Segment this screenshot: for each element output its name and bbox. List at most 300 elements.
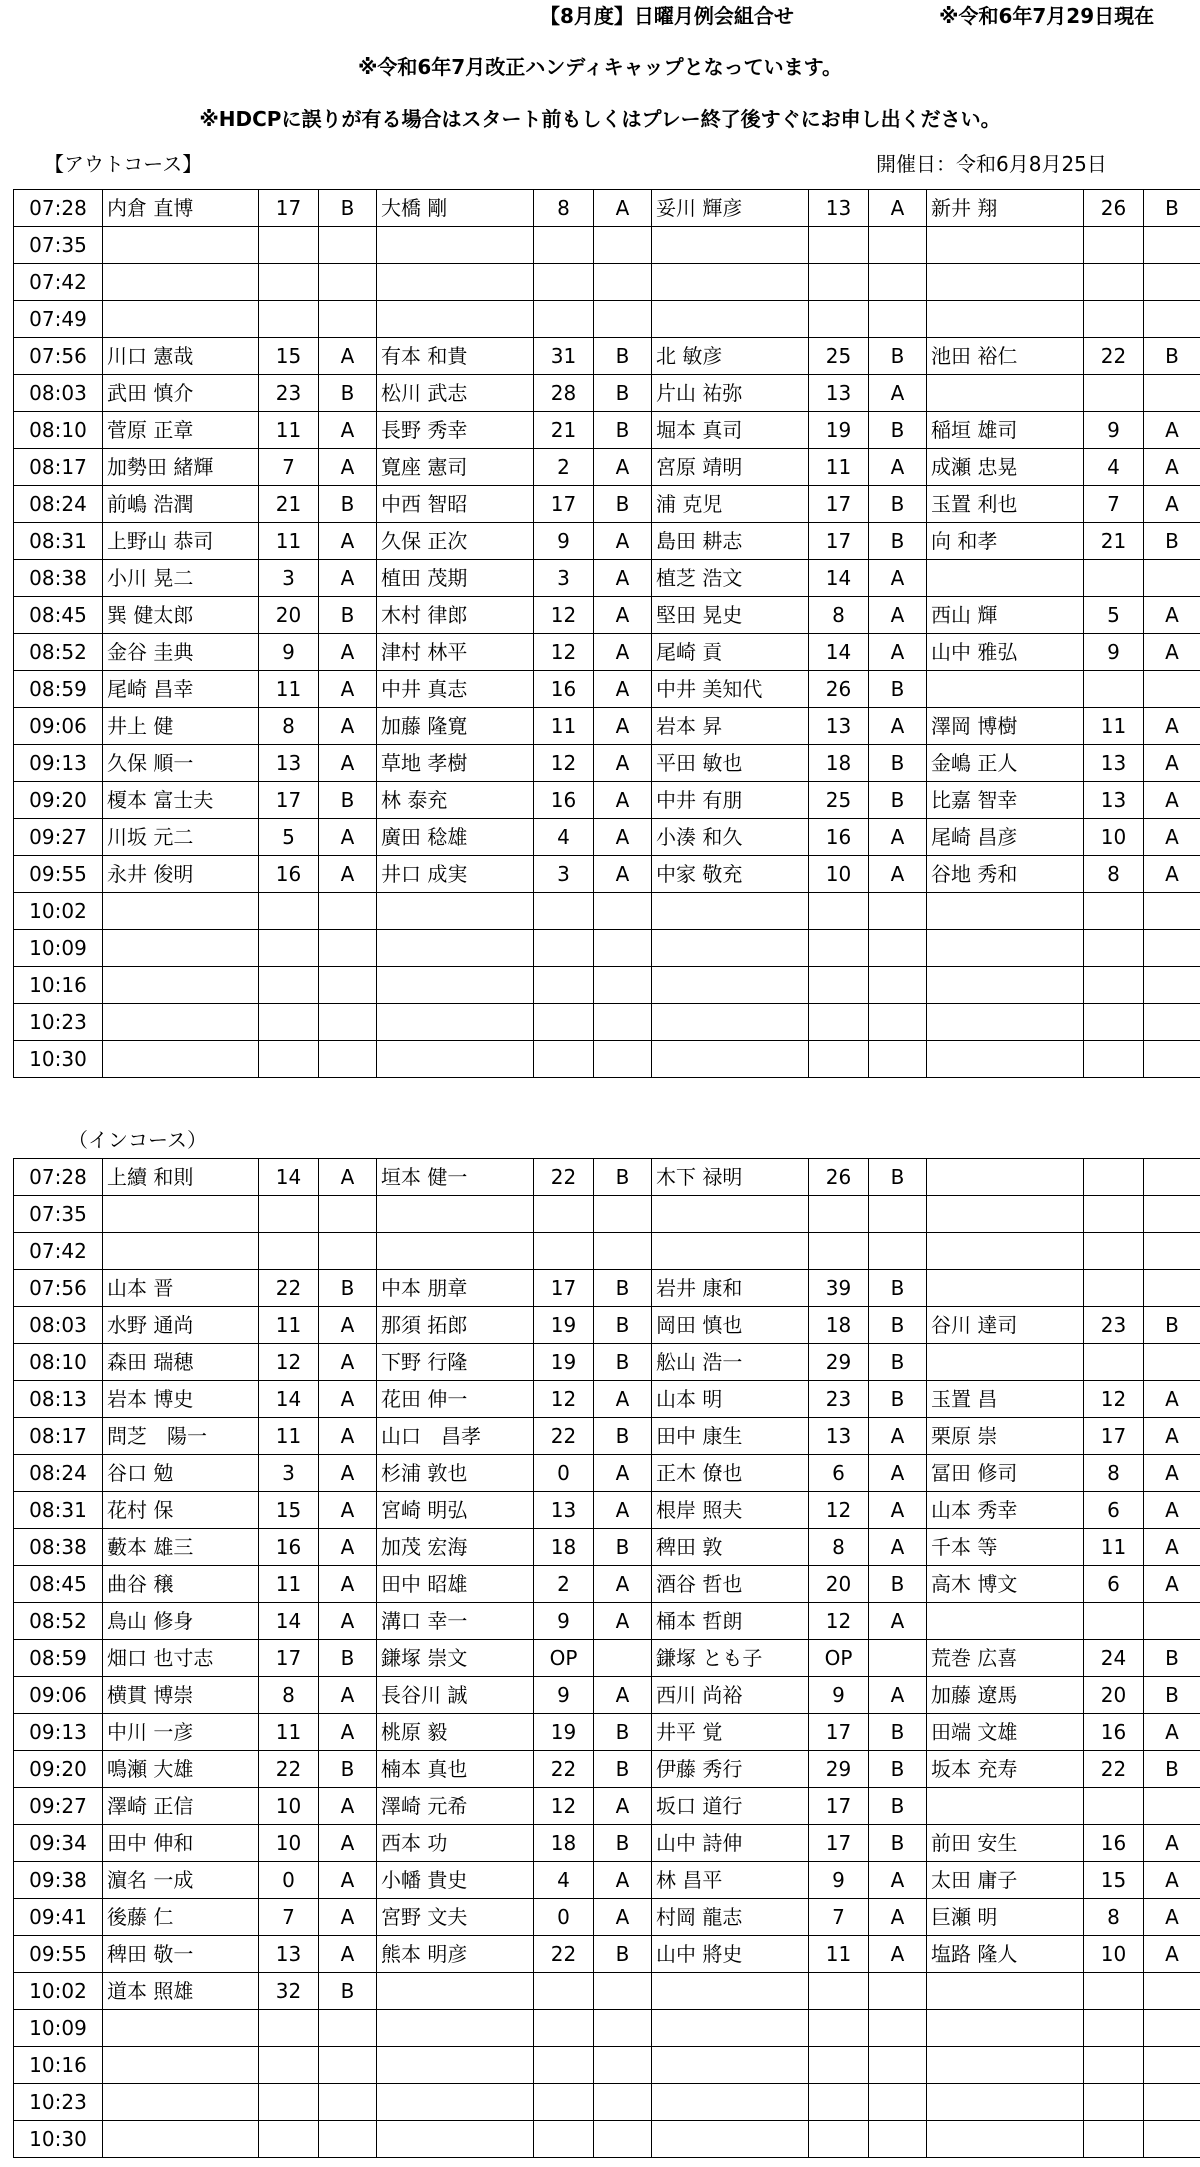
hdcp-class: B xyxy=(1144,1640,1200,1677)
hdcp-class: A xyxy=(594,1492,652,1529)
handicap: OP xyxy=(809,1640,869,1677)
player-name: 堀本 真司 xyxy=(652,412,809,449)
hdcp-class: B xyxy=(1144,1677,1200,1714)
handicap: 16 xyxy=(809,819,869,856)
hdcp-class xyxy=(869,2010,927,2047)
handicap: 12 xyxy=(534,745,594,782)
player-name xyxy=(103,1196,259,1233)
table-row xyxy=(14,449,1200,486)
tee-time: 08:52 xyxy=(14,1603,103,1640)
player-name: 堅田 晃史 xyxy=(652,597,809,634)
table-row xyxy=(14,930,1200,967)
handicap: 8 xyxy=(1084,856,1144,893)
handicap: OP xyxy=(534,1640,594,1677)
hdcp-class xyxy=(1144,930,1200,967)
player-name: 溝口 幸一 xyxy=(377,1603,534,1640)
hdcp-class: B xyxy=(1144,523,1200,560)
table-row xyxy=(14,2121,1200,2158)
table-row xyxy=(14,1041,1200,1078)
tee-time: 10:23 xyxy=(14,2084,103,2121)
handicap: 18 xyxy=(534,1825,594,1862)
handicap xyxy=(259,1041,319,1078)
player-name: 田中 昭雄 xyxy=(377,1566,534,1603)
handicap: 9 xyxy=(534,523,594,560)
table-row xyxy=(14,1233,1200,1270)
player-name xyxy=(927,1270,1084,1307)
hdcp-class: B xyxy=(319,1751,377,1788)
handicap: 11 xyxy=(259,523,319,560)
player-name xyxy=(927,1159,1084,1196)
tee-time: 08:24 xyxy=(14,486,103,523)
handicap: 14 xyxy=(259,1381,319,1418)
player-name xyxy=(927,893,1084,930)
handicap: 12 xyxy=(809,1492,869,1529)
handicap: 8 xyxy=(259,1677,319,1714)
in-course-label: （インコース） xyxy=(68,1128,207,1152)
tee-time: 07:28 xyxy=(14,1159,103,1196)
player-name xyxy=(652,2047,809,2084)
handicap: 8 xyxy=(809,597,869,634)
handicap: 7 xyxy=(1084,486,1144,523)
player-name: 比嘉 智幸 xyxy=(927,782,1084,819)
player-name: 酒谷 哲也 xyxy=(652,1566,809,1603)
handicap xyxy=(809,2047,869,2084)
handicap: 23 xyxy=(809,1381,869,1418)
tee-time: 09:55 xyxy=(14,1936,103,1973)
hdcp-class: A xyxy=(594,856,652,893)
hdcp-class: A xyxy=(1144,597,1200,634)
hdcp-class: A xyxy=(594,560,652,597)
tee-time: 09:06 xyxy=(14,708,103,745)
hdcp-class: A xyxy=(319,1899,377,1936)
player-name xyxy=(927,301,1084,338)
hdcp-class: A xyxy=(319,1529,377,1566)
handicap: 4 xyxy=(534,1862,594,1899)
player-name: 中井 真志 xyxy=(377,671,534,708)
hdcp-class xyxy=(869,2047,927,2084)
player-name: 後藤 仁 xyxy=(103,1899,259,1936)
hdcp-class: A xyxy=(319,819,377,856)
handicap xyxy=(809,930,869,967)
tee-time: 07:28 xyxy=(14,190,103,227)
player-name: 尾崎 昌彦 xyxy=(927,819,1084,856)
table-row xyxy=(14,560,1200,597)
handicap: 19 xyxy=(534,1344,594,1381)
handicap: 3 xyxy=(259,560,319,597)
player-name: 中本 朋章 xyxy=(377,1270,534,1307)
tee-time: 10:16 xyxy=(14,2047,103,2084)
hdcp-class: B xyxy=(869,523,927,560)
hdcp-class: A xyxy=(319,1159,377,1196)
tee-time: 09:34 xyxy=(14,1825,103,1862)
table-row xyxy=(14,190,1200,227)
hdcp-class: A xyxy=(319,856,377,893)
handicap xyxy=(534,1973,594,2010)
handicap xyxy=(259,2121,319,2158)
hdcp-class: A xyxy=(319,1677,377,1714)
handicap xyxy=(1084,1233,1144,1270)
table-row xyxy=(14,1899,1200,1936)
player-name xyxy=(103,930,259,967)
handicap: 0 xyxy=(259,1862,319,1899)
handicap xyxy=(534,2121,594,2158)
handicap xyxy=(534,893,594,930)
player-name xyxy=(927,930,1084,967)
hdcp-class xyxy=(869,301,927,338)
hdcp-class xyxy=(594,1004,652,1041)
handicap xyxy=(1084,2121,1144,2158)
table-row xyxy=(14,819,1200,856)
table-row xyxy=(14,893,1200,930)
handicap: 2 xyxy=(534,449,594,486)
hdcp-class: A xyxy=(594,523,652,560)
handicap: 6 xyxy=(1084,1566,1144,1603)
player-name: 片山 祐弥 xyxy=(652,375,809,412)
tee-time: 08:59 xyxy=(14,671,103,708)
hdcp-class xyxy=(319,967,377,1004)
hdcp-class: A xyxy=(1144,1862,1200,1899)
player-name: 伊藤 秀行 xyxy=(652,1751,809,1788)
handicap xyxy=(1084,1788,1144,1825)
tee-time: 08:52 xyxy=(14,634,103,671)
handicap: 23 xyxy=(259,375,319,412)
player-name xyxy=(927,671,1084,708)
hdcp-class: A xyxy=(869,634,927,671)
hdcp-class: A xyxy=(1144,1714,1200,1751)
tee-time: 09:20 xyxy=(14,782,103,819)
player-name xyxy=(927,2084,1084,2121)
player-name: 鎌塚 崇文 xyxy=(377,1640,534,1677)
hdcp-class: A xyxy=(594,449,652,486)
player-name: 小湊 和久 xyxy=(652,819,809,856)
hdcp-class xyxy=(319,2010,377,2047)
hdcp-class xyxy=(319,301,377,338)
player-name xyxy=(927,1788,1084,1825)
player-name xyxy=(652,227,809,264)
table-row xyxy=(14,1603,1200,1640)
hdcp-class: B xyxy=(869,745,927,782)
player-name xyxy=(652,967,809,1004)
player-name: 田中 康生 xyxy=(652,1418,809,1455)
table-row xyxy=(14,1492,1200,1529)
hdcp-class xyxy=(594,2010,652,2047)
handicap xyxy=(1084,1004,1144,1041)
player-name: 新井 翔 xyxy=(927,190,1084,227)
handicap: 12 xyxy=(809,1603,869,1640)
hdcp-class: A xyxy=(1144,1529,1200,1566)
handicap: 3 xyxy=(534,560,594,597)
player-name: 岩井 康和 xyxy=(652,1270,809,1307)
handicap: 16 xyxy=(259,856,319,893)
hdcp-class: A xyxy=(869,856,927,893)
hdcp-class: A xyxy=(869,1936,927,1973)
player-name: 鳥山 修身 xyxy=(103,1603,259,1640)
handicap xyxy=(259,967,319,1004)
handicap xyxy=(1084,930,1144,967)
player-name: 内倉 直博 xyxy=(103,190,259,227)
player-name: 北 敏彦 xyxy=(652,338,809,375)
hdcp-class: A xyxy=(869,1492,927,1529)
tee-time: 10:30 xyxy=(14,2121,103,2158)
handicap: 18 xyxy=(534,1529,594,1566)
player-name: 井平 覚 xyxy=(652,1714,809,1751)
handicap xyxy=(809,2010,869,2047)
player-name xyxy=(377,301,534,338)
player-name: 坂本 充寿 xyxy=(927,1751,1084,1788)
handicap: 22 xyxy=(534,1418,594,1455)
handicap xyxy=(534,301,594,338)
table-row xyxy=(14,634,1200,671)
player-name: 小川 晃二 xyxy=(103,560,259,597)
player-name: 巽 健太郎 xyxy=(103,597,259,634)
hdcp-class: B xyxy=(594,1418,652,1455)
hdcp-class: B xyxy=(594,1344,652,1381)
player-name xyxy=(652,1004,809,1041)
hdcp-class xyxy=(1144,893,1200,930)
hdcp-class: B xyxy=(1144,338,1200,375)
hdcp-class xyxy=(869,1041,927,1078)
hdcp-class xyxy=(594,967,652,1004)
handicap xyxy=(259,1233,319,1270)
handicap xyxy=(534,1196,594,1233)
hdcp-class: B xyxy=(594,1159,652,1196)
player-name: 中井 美知代 xyxy=(652,671,809,708)
handicap: 11 xyxy=(259,1307,319,1344)
handicap: 22 xyxy=(1084,1751,1144,1788)
player-name: 津村 林平 xyxy=(377,634,534,671)
tee-time: 09:06 xyxy=(14,1677,103,1714)
hdcp-class xyxy=(1144,1233,1200,1270)
handicap: 20 xyxy=(1084,1677,1144,1714)
handicap xyxy=(1084,967,1144,1004)
player-name xyxy=(927,1041,1084,1078)
player-name: 高木 博文 xyxy=(927,1566,1084,1603)
player-name: 舩山 浩一 xyxy=(652,1344,809,1381)
handicap: 20 xyxy=(809,1566,869,1603)
player-name xyxy=(377,1196,534,1233)
tee-time: 09:27 xyxy=(14,1788,103,1825)
table-row xyxy=(14,1529,1200,1566)
player-name xyxy=(377,967,534,1004)
handicap: 14 xyxy=(809,634,869,671)
tee-time: 08:31 xyxy=(14,523,103,560)
hdcp-class xyxy=(1144,967,1200,1004)
hdcp-class: B xyxy=(869,1381,927,1418)
player-name xyxy=(652,264,809,301)
notice-hdcp-error: ※HDCPに誤りが有る場合はスタート前もしくはプレー終了後すぐにお申し出ください。 xyxy=(199,107,1001,131)
handicap: 7 xyxy=(259,449,319,486)
hdcp-class: A xyxy=(869,1418,927,1455)
hdcp-class: A xyxy=(869,1529,927,1566)
handicap xyxy=(534,2084,594,2121)
handicap xyxy=(809,1041,869,1078)
player-name xyxy=(103,2121,259,2158)
tee-time: 08:45 xyxy=(14,1566,103,1603)
handicap: 13 xyxy=(259,1936,319,1973)
hdcp-class: A xyxy=(594,597,652,634)
handicap: 13 xyxy=(534,1492,594,1529)
tee-time: 09:41 xyxy=(14,1899,103,1936)
table-row xyxy=(14,597,1200,634)
handicap xyxy=(809,1973,869,2010)
player-name: 永井 俊明 xyxy=(103,856,259,893)
player-name xyxy=(927,1004,1084,1041)
player-name xyxy=(652,1233,809,1270)
player-name: 山口 昌孝 xyxy=(377,1418,534,1455)
player-name xyxy=(927,1196,1084,1233)
hdcp-class: B xyxy=(319,1640,377,1677)
player-name xyxy=(103,1041,259,1078)
player-name: 寛座 憲司 xyxy=(377,449,534,486)
tee-time: 08:03 xyxy=(14,1307,103,1344)
hdcp-class xyxy=(594,2047,652,2084)
hdcp-class: A xyxy=(1144,1825,1200,1862)
player-name: 楠本 真也 xyxy=(377,1751,534,1788)
handicap: 3 xyxy=(259,1455,319,1492)
handicap xyxy=(809,893,869,930)
handicap xyxy=(1084,2010,1144,2047)
hdcp-class xyxy=(594,930,652,967)
hdcp-class xyxy=(1144,1788,1200,1825)
hdcp-class xyxy=(319,1196,377,1233)
handicap xyxy=(809,227,869,264)
handicap: 17 xyxy=(809,1788,869,1825)
handicap: 5 xyxy=(259,819,319,856)
hdcp-class: A xyxy=(319,449,377,486)
table-row xyxy=(14,1196,1200,1233)
hdcp-class: A xyxy=(594,634,652,671)
handicap: 8 xyxy=(534,190,594,227)
hdcp-class: B xyxy=(869,412,927,449)
hdcp-class xyxy=(1144,2121,1200,2158)
hdcp-class: B xyxy=(869,671,927,708)
hdcp-class xyxy=(594,1233,652,1270)
handicap xyxy=(259,227,319,264)
handicap: 6 xyxy=(809,1455,869,1492)
handicap: 8 xyxy=(1084,1455,1144,1492)
table-row xyxy=(14,2010,1200,2047)
player-name: 林 泰充 xyxy=(377,782,534,819)
player-name: 玉置 昌 xyxy=(927,1381,1084,1418)
hdcp-class: A xyxy=(1144,1566,1200,1603)
player-name: 中井 有朋 xyxy=(652,782,809,819)
player-name xyxy=(377,2084,534,2121)
hdcp-class xyxy=(594,1640,652,1677)
player-name: 太田 庸子 xyxy=(927,1862,1084,1899)
hdcp-class xyxy=(869,930,927,967)
player-name: 下野 行隆 xyxy=(377,1344,534,1381)
hdcp-class: A xyxy=(869,1455,927,1492)
table-row xyxy=(14,1381,1200,1418)
hdcp-class xyxy=(1144,227,1200,264)
player-name xyxy=(927,560,1084,597)
tee-time: 09:13 xyxy=(14,1714,103,1751)
handicap: 17 xyxy=(534,1270,594,1307)
handicap xyxy=(259,930,319,967)
player-name xyxy=(377,1973,534,2010)
player-name: 川坂 元二 xyxy=(103,819,259,856)
hdcp-class xyxy=(594,1196,652,1233)
player-name: 稗田 敦 xyxy=(652,1529,809,1566)
table-row xyxy=(14,856,1200,893)
handicap: 9 xyxy=(259,634,319,671)
player-name xyxy=(103,967,259,1004)
player-name: 問芝 陽一 xyxy=(103,1418,259,1455)
hdcp-class xyxy=(319,1233,377,1270)
hdcp-class: B xyxy=(319,486,377,523)
event-date: 開催日：令和6月8月25日 xyxy=(876,152,1107,176)
player-name: 水野 通尚 xyxy=(103,1307,259,1344)
player-name: 井上 健 xyxy=(103,708,259,745)
handicap: 17 xyxy=(809,486,869,523)
hdcp-class xyxy=(1144,1196,1200,1233)
table-row xyxy=(14,745,1200,782)
player-name xyxy=(927,967,1084,1004)
hdcp-class: A xyxy=(1144,782,1200,819)
hdcp-class: B xyxy=(594,1529,652,1566)
hdcp-class xyxy=(869,1004,927,1041)
handicap: 12 xyxy=(534,1381,594,1418)
player-name: 濵名 一成 xyxy=(103,1862,259,1899)
player-name: 小幡 貴史 xyxy=(377,1862,534,1899)
tee-time: 08:59 xyxy=(14,1640,103,1677)
player-name: 山中 詩伸 xyxy=(652,1825,809,1862)
hdcp-class: A xyxy=(1144,449,1200,486)
handicap xyxy=(809,2084,869,2121)
handicap: 14 xyxy=(259,1603,319,1640)
hdcp-class: B xyxy=(869,486,927,523)
handicap xyxy=(259,2047,319,2084)
player-name xyxy=(103,264,259,301)
table-row xyxy=(14,1344,1200,1381)
hdcp-class xyxy=(869,2121,927,2158)
player-name xyxy=(927,264,1084,301)
handicap xyxy=(1084,375,1144,412)
tee-time: 08:38 xyxy=(14,560,103,597)
hdcp-class: B xyxy=(594,486,652,523)
player-name: 上野山 恭司 xyxy=(103,523,259,560)
hdcp-class: B xyxy=(594,1307,652,1344)
hdcp-class: B xyxy=(869,338,927,375)
hdcp-class xyxy=(1144,1603,1200,1640)
player-name: 塩路 隆人 xyxy=(927,1936,1084,1973)
handicap: 28 xyxy=(534,375,594,412)
player-name xyxy=(652,1973,809,2010)
tee-time: 08:13 xyxy=(14,1381,103,1418)
hdcp-class xyxy=(869,1973,927,2010)
player-name: 宮原 靖明 xyxy=(652,449,809,486)
player-name: 田中 伸和 xyxy=(103,1825,259,1862)
hdcp-class: B xyxy=(869,1270,927,1307)
hdcp-class: B xyxy=(869,1788,927,1825)
hdcp-class: A xyxy=(1144,819,1200,856)
hdcp-class: A xyxy=(1144,708,1200,745)
table-row xyxy=(14,1270,1200,1307)
player-name xyxy=(652,2084,809,2121)
notice-handicap: ※令和6年7月改正ハンディキャップとなっています。 xyxy=(357,55,843,79)
tee-time: 10:02 xyxy=(14,893,103,930)
handicap: 2 xyxy=(534,1566,594,1603)
player-name: 岩本 博史 xyxy=(103,1381,259,1418)
table-row xyxy=(14,1788,1200,1825)
hdcp-class: A xyxy=(319,1307,377,1344)
hdcp-class: A xyxy=(319,1603,377,1640)
handicap xyxy=(1084,1344,1144,1381)
hdcp-class xyxy=(319,264,377,301)
table-row xyxy=(14,301,1200,338)
table-row xyxy=(14,227,1200,264)
table-row xyxy=(14,1455,1200,1492)
